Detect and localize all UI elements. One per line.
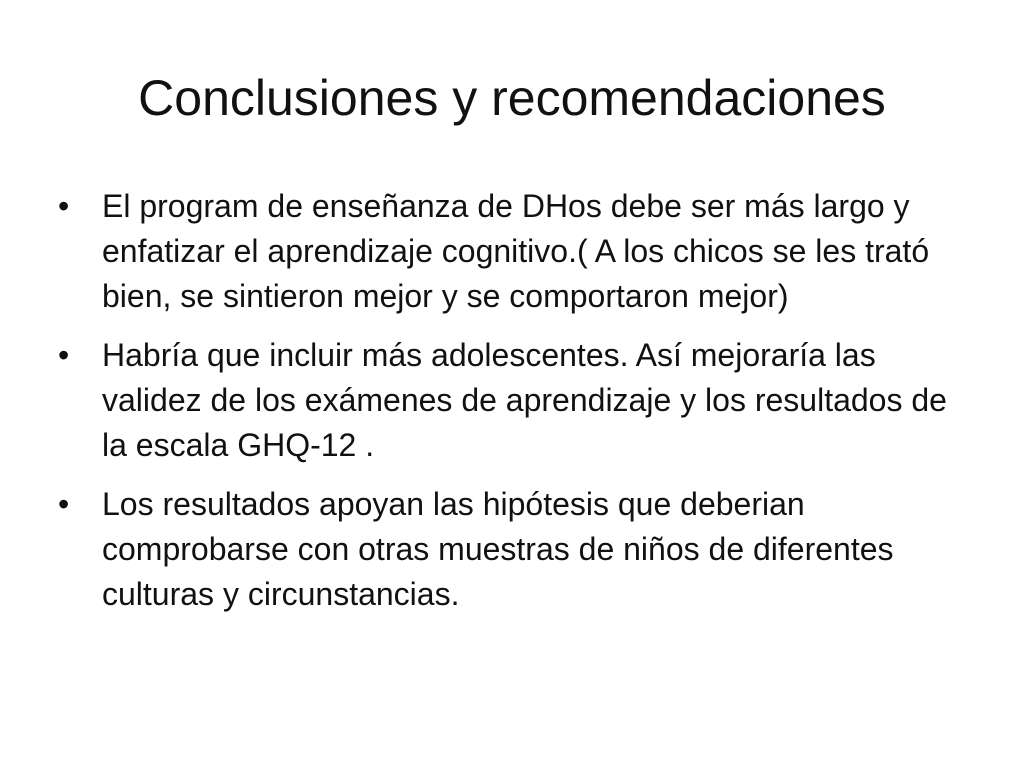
bullet-dot-icon: • [58,337,70,373]
bullet-dot-icon: • [58,486,70,522]
bullet-text: Los resultados apoyan las hipótesis que deberian comprobarse con otras muestras de niños de diferentes culturas y circunstancias. [102,486,894,612]
bullet-dot-icon: • [58,188,70,224]
bullet-text: Habría que incluir más adolescentes. Así mejoraría las validez de los exámenes de aprendizaje y los resultados de la escala GHQ-12 . [102,337,947,463]
slide-title: Conclusiones y recomendaciones [138,70,886,126]
bullet-text: El program de enseñanza de DHos debe ser más largo y enfatizar el aprendizaje cognitivo.( A los chicos se les trató bien, se sintieron mejor y se comportaron mejor) [102,188,930,314]
bullet-item-adolescents [58,333,978,468]
bullet-item-results [58,482,978,617]
bullet-list [58,184,978,631]
bullet-item-program [58,184,978,319]
